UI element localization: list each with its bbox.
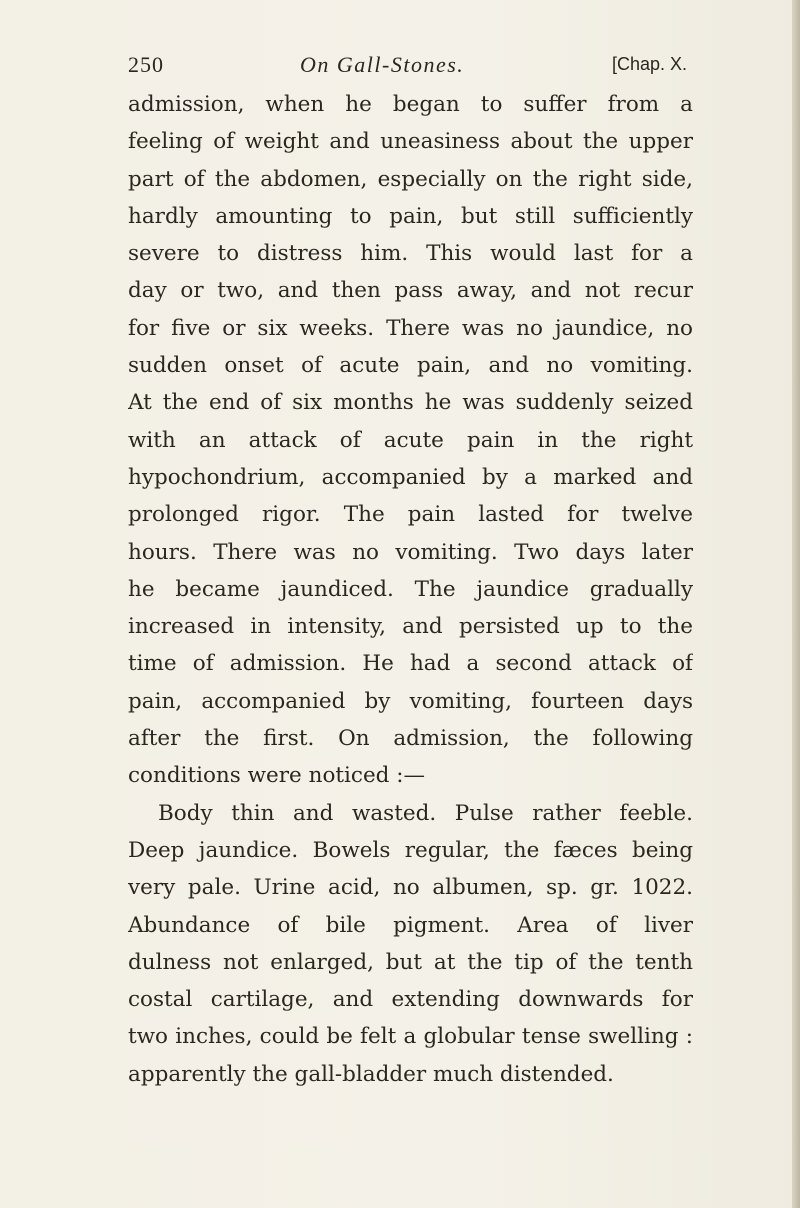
text-line: Body thin and wasted. Pulse rather feeble. xyxy=(158,800,693,826)
body-text xyxy=(128,86,693,1093)
text-line: hardly amounting to pain, but still sufficiently xyxy=(128,203,693,229)
text-line: for five or six weeks. There was no jaundice, no xyxy=(128,315,693,341)
text-line: he became jaundiced. The jaundice gradually xyxy=(128,576,693,602)
text-line: severe to distress him. This would last for a xyxy=(128,241,693,267)
text-line: prolonged rigor. The pain lasted for twelve xyxy=(128,502,693,528)
text-line: dulness not enlarged, but at the tip of the tenth xyxy=(128,949,693,975)
running-title: On Gall-Stones. xyxy=(300,52,465,77)
text-line: hours. There was no vomiting. Two days later xyxy=(128,539,693,565)
text-line: conditions were noticed :— xyxy=(128,763,426,789)
page-edge xyxy=(792,0,800,1208)
text-line: admission, when he began to suffer from a xyxy=(128,92,693,117)
text-line: with an attack of acute pain in the right xyxy=(128,427,693,453)
text-line: Deep jaundice. Bowels regular, the fæces being xyxy=(128,837,693,863)
text-line: day or two, and then pass away, and not recur xyxy=(128,278,693,304)
text-line: two inches, could be felt a globular tense swelling : xyxy=(128,1024,693,1050)
text-line: Abundance of bile pigment. Area of liver xyxy=(128,912,693,938)
chapter-reference: [Chap. X. xyxy=(612,54,688,74)
text-line: part of the abdomen, especially on the right side, xyxy=(128,166,693,192)
text-line: pain, accompanied by vomiting, fourteen days xyxy=(128,688,693,714)
text-line: costal cartilage, and extending downwards for xyxy=(128,987,693,1013)
text-line: feeling of weight and uneasiness about the upper xyxy=(128,129,693,155)
text-line: after the first. On admission, the following xyxy=(128,726,693,752)
text-line: apparently the gall-bladder much distended. xyxy=(128,1061,614,1087)
text-line: very pale. Urine acid, no albumen, sp. gr. 1022. xyxy=(128,875,693,901)
page-number: 250 xyxy=(128,52,164,77)
text-line: hypochondrium, accompanied by a marked and xyxy=(128,464,693,490)
text-line: sudden onset of acute pain, and no vomiting. xyxy=(128,353,693,379)
text-line: increased in intensity, and persisted up to the xyxy=(128,614,693,640)
text-line: time of admission. He had a second attack of xyxy=(128,651,693,677)
text-line: At the end of six months he was suddenly seized xyxy=(128,390,693,416)
